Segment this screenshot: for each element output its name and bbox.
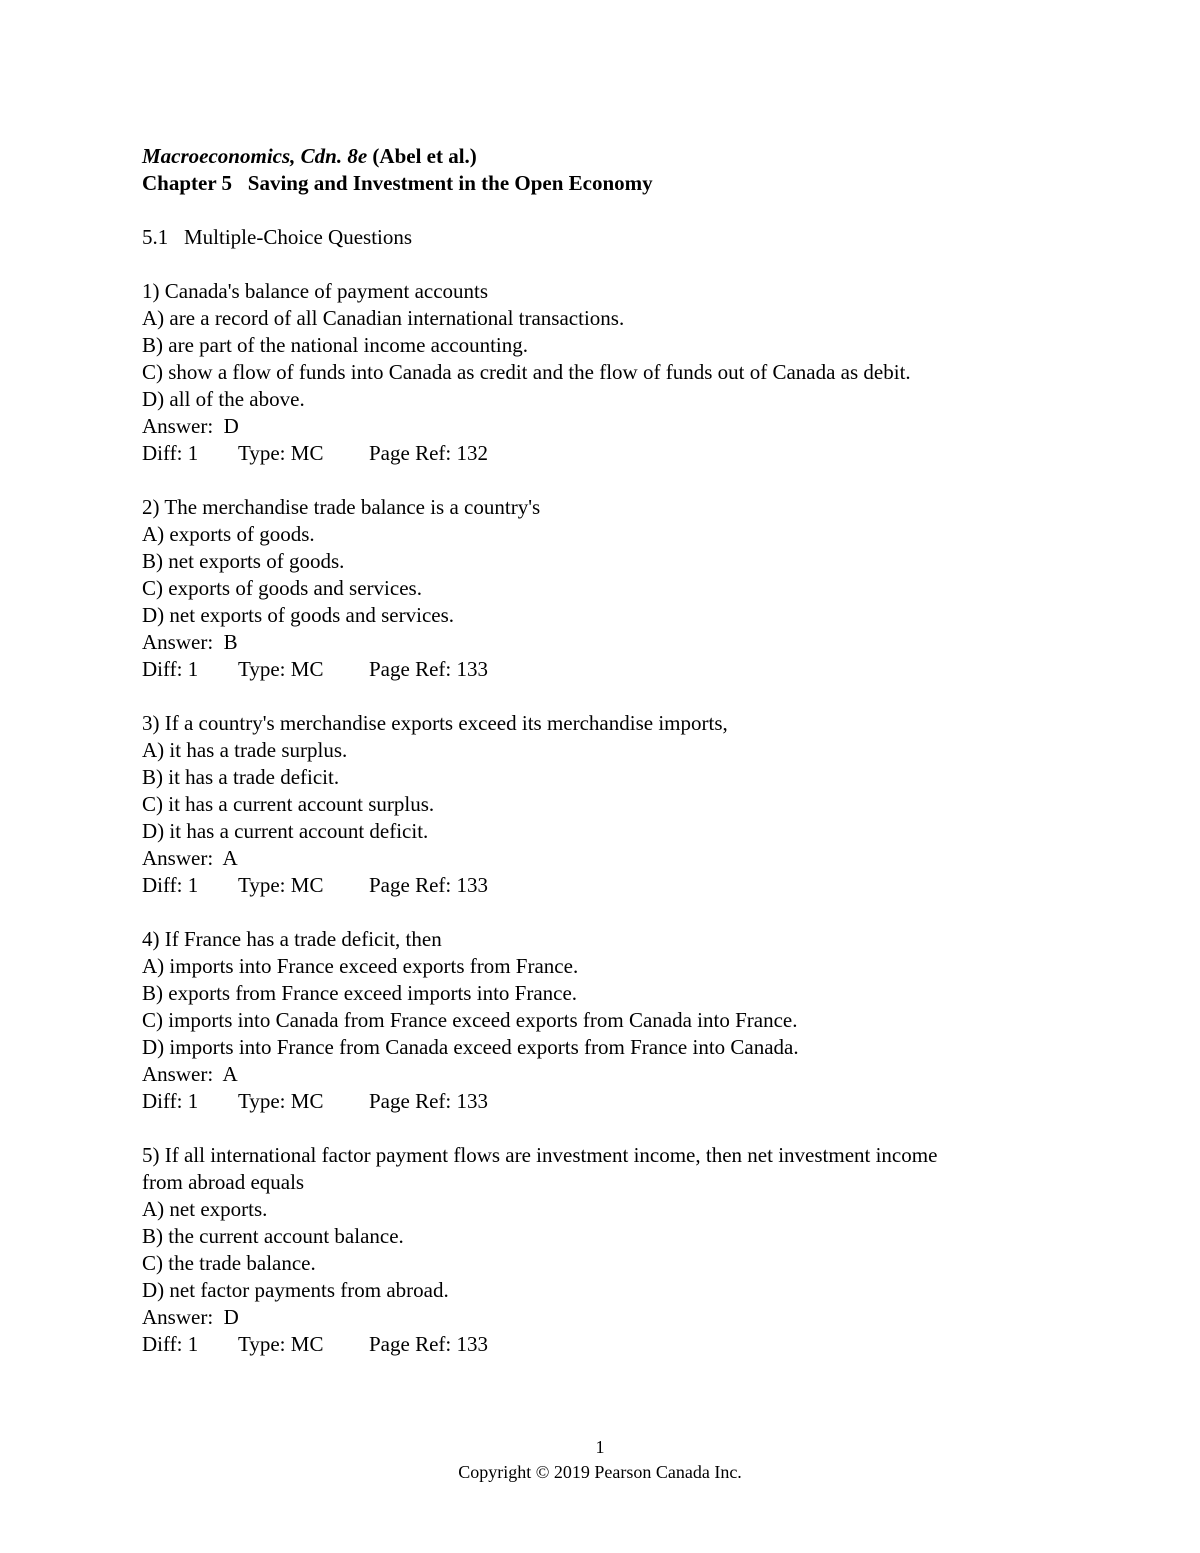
answer-option: B) the current account balance.	[142, 1224, 404, 1248]
answer-option: D) imports into France from Canada exceed exports from France into Canada.	[142, 1035, 799, 1059]
chapter-title: Chapter 5 Saving and Investment in the Open Economy	[142, 171, 653, 195]
book-title: Macroeconomics, Cdn. 8e	[142, 144, 368, 168]
type-label: Type: MC	[238, 441, 324, 465]
question-block	[142, 710, 1082, 899]
answer-option: A) exports of goods.	[142, 522, 315, 546]
question-stem: 3) If a country's merchandise exports exceed its merchandise imports,	[142, 711, 728, 735]
answer-key: Answer: A	[142, 1062, 238, 1086]
difficulty-label: Diff: 1	[142, 873, 199, 897]
page-ref-label: Page Ref: 133	[369, 657, 488, 681]
answer-option: C) exports of goods and services.	[142, 576, 422, 600]
question-list	[142, 278, 1082, 1358]
section-heading: 5.1 Multiple-Choice Questions	[142, 225, 413, 249]
difficulty-label: Diff: 1	[142, 1089, 199, 1113]
page-ref-label: Page Ref: 133	[369, 1089, 488, 1113]
answer-option: C) it has a current account surplus.	[142, 792, 435, 816]
answer-option: D) net exports of goods and services.	[142, 603, 455, 627]
answer-key: Answer: D	[142, 1305, 239, 1329]
answer-option: D) it has a current account deficit.	[142, 819, 429, 843]
answer-option: A) imports into France exceed exports from France.	[142, 954, 579, 978]
answer-key: Answer: D	[142, 414, 239, 438]
question-stem: 1) Canada's balance of payment accounts	[142, 279, 489, 303]
answer-option: B) are part of the national income accounting.	[142, 333, 529, 357]
answer-option: D) all of the above.	[142, 387, 305, 411]
type-label: Type: MC	[238, 1089, 324, 1113]
answer-option: A) it has a trade surplus.	[142, 738, 348, 762]
question-metadata	[142, 656, 1082, 683]
answer-option: C) show a flow of funds into Canada as credit and the flow of funds out of Canada as debit.	[142, 360, 911, 384]
page-ref-label: Page Ref: 133	[369, 873, 488, 897]
page-number: 1	[595, 1437, 605, 1457]
question-metadata	[142, 440, 1082, 467]
question-block	[142, 1142, 1082, 1358]
question-block	[142, 494, 1082, 683]
answer-option: A) net exports.	[142, 1197, 268, 1221]
question-block	[142, 278, 1082, 467]
question-metadata	[142, 1331, 1082, 1358]
question-metadata	[142, 872, 1082, 899]
difficulty-label: Diff: 1	[142, 441, 199, 465]
answer-option: B) net exports of goods.	[142, 549, 345, 573]
answer-option: B) exports from France exceed imports into France.	[142, 981, 578, 1005]
question-stem: 5) If all international factor payment flows are investment income, then net investment income	[142, 1143, 938, 1167]
answer-key: Answer: A	[142, 846, 238, 870]
answer-option: C) imports into Canada from France exceed exports from Canada into France.	[142, 1008, 798, 1032]
question-stem: 2) The merchandise trade balance is a country's	[142, 495, 541, 519]
type-label: Type: MC	[238, 1332, 324, 1356]
type-label: Type: MC	[238, 657, 324, 681]
page-content	[142, 143, 1082, 1358]
book-title-line	[142, 143, 1082, 170]
page-ref-label: Page Ref: 132	[369, 441, 488, 465]
answer-option: C) the trade balance.	[142, 1251, 316, 1275]
page-ref-label: Page Ref: 133	[369, 1332, 488, 1356]
question-metadata	[142, 1088, 1082, 1115]
answer-option: A) are a record of all Canadian international transactions.	[142, 306, 625, 330]
answer-key: Answer: B	[142, 630, 238, 654]
answer-option: B) it has a trade deficit.	[142, 765, 340, 789]
question-stem: from abroad equals	[142, 1170, 305, 1194]
question-stem: 4) If France has a trade deficit, then	[142, 927, 442, 951]
book-authors: (Abel et al.)	[367, 144, 477, 168]
difficulty-label: Diff: 1	[142, 657, 199, 681]
type-label: Type: MC	[238, 873, 324, 897]
difficulty-label: Diff: 1	[142, 1332, 199, 1356]
question-block	[142, 926, 1082, 1115]
copyright-notice: Copyright © 2019 Pearson Canada Inc.	[458, 1462, 742, 1482]
answer-option: D) net factor payments from abroad.	[142, 1278, 449, 1302]
